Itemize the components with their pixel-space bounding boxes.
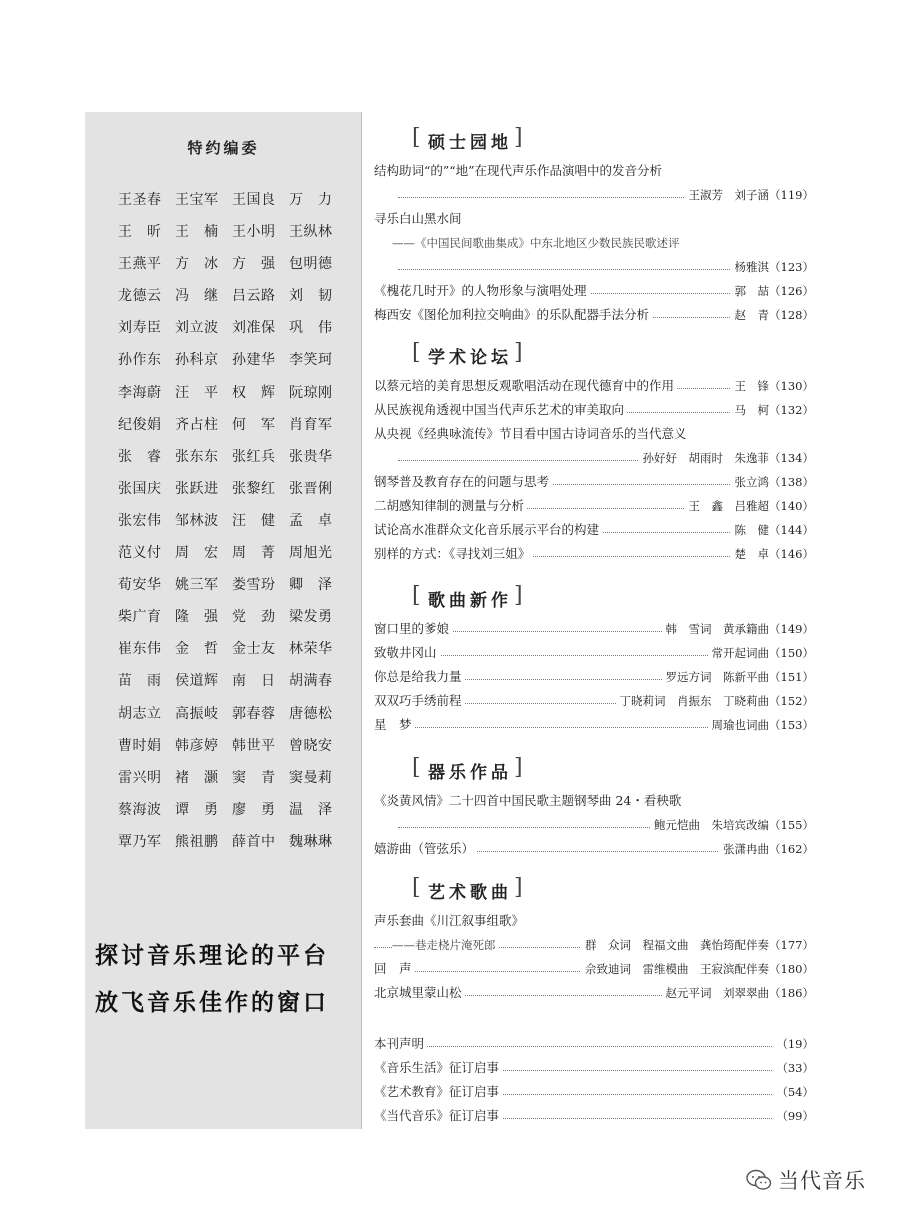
section-title: 艺术歌曲 [428,883,512,903]
editor-name: 孙科京 [175,352,219,369]
entry-title: 《艺术教育》征订启事 [374,1080,502,1104]
entry-title: 《当代音乐》征订启事 [374,1104,502,1128]
entry-title: 《槐花几时开》的人物形象与演唱处理 [374,279,590,303]
toc-entry-line [374,665,814,689]
entry-author-page: 罗远方词 陈新平曲（151） [662,665,814,689]
toc-entry-line [374,422,814,446]
editor-name: 权 辉 [232,384,276,401]
editor-name: 李笑珂 [289,352,333,369]
section-title: 硕士园地 [428,133,512,153]
entry-author-page: （99） [772,1104,814,1128]
editor-name: 孙作东 [118,352,162,369]
editor-name: 包明德 [289,256,333,273]
editor-name: 唐德松 [289,705,333,722]
dot-leader [374,1046,814,1047]
editor-name: 林荣华 [289,641,333,658]
entry-author-page: 王淑芳 刘子涵（119） [685,183,814,207]
toc-section [374,583,814,737]
editor-name: 汪 健 [232,512,276,529]
editor-name: 金 哲 [175,641,219,658]
editor-name: 张晋俐 [289,480,333,497]
entry-author-page: 张潇冉曲（162） [719,837,814,861]
section-heading [374,340,814,374]
toc-entry-line [374,303,814,327]
toc-entry-line [374,255,814,279]
entry-author-page: 赵 青（128） [731,303,814,327]
editor-name: 韩彦婷 [175,737,219,754]
toc-entry-line [374,933,814,957]
editor-name: 张跃进 [175,480,219,497]
entry-author-page: 孙好好 胡雨时 朱逸菲（134） [639,446,814,470]
toc-entry-line [374,713,814,737]
wechat-watermark [746,1163,886,1199]
entry-author-page: 周瑜也词曲（153） [708,713,814,737]
entry-author-page: 张立鸿（138） [731,470,814,494]
editor-name: 张东东 [175,448,219,465]
editor-name: 郭春蓉 [232,705,276,722]
entry-author-page: 群 众词 程福文曲 龚怡筠配伴奏（177） [581,933,814,957]
editor-name: 刘准保 [232,320,276,337]
toc-entry-line [374,542,814,566]
entry-title: 梅西安《图伦加利拉交响曲》的乐队配器手法分析 [374,303,652,327]
editor-name: 薛首中 [232,833,276,850]
entry-author-page: （19） [772,1032,814,1056]
slogan-line-2: 放飞音乐佳作的窗口 [95,989,329,1016]
entry-title: 嬉游曲（管弦乐） [374,837,477,861]
toc-entry-line [374,837,814,861]
editor-name: 刘寿臣 [118,320,162,337]
entry-title: 窗口里的爹娘 [374,617,452,641]
section-heading [374,125,814,159]
entry-title: 你总是给我力量 [374,665,465,689]
editor-name: 齐占柱 [175,416,219,433]
wechat-icon [746,1169,772,1191]
entry-author-page: 丁晓莉词 肖振东 丁晓莉曲（152） [616,689,814,713]
editor-name: 党 劲 [232,609,276,626]
bracket-left: [ [412,875,425,900]
editor-name: 王国良 [232,192,276,208]
editor-name: 张国庆 [118,480,162,497]
editor-name: 何 军 [232,416,276,433]
toc-entry-line [374,1056,814,1080]
editor-name: 王宝军 [175,192,219,208]
bracket-right: ] [514,125,527,150]
editor-name: 胡志立 [118,705,162,722]
entry-title: 从民族视角透视中国当代声乐艺术的审美取向 [374,398,627,422]
editor-name: 廖 勇 [232,801,276,818]
editor-name: 孟 卓 [289,512,333,529]
editor-name: 窦 青 [232,769,276,786]
toc-entry-line [374,207,814,231]
entry-title: 双双巧手绣前程 [374,689,465,713]
editor-name: 方 冰 [175,256,219,273]
editor-name: 周 菁 [232,545,276,562]
editor-name: 苗 雨 [118,673,162,690]
toc-entry-line [374,641,814,665]
entry-author-page: （54） [772,1080,814,1104]
editor-name: 肖育军 [289,416,333,433]
entry-author-page: 赵元平词 刘翠翠曲（186） [662,981,814,1005]
editor-name: 巩 伟 [289,320,333,337]
entry-author-page: 杨雅淇（123） [731,255,814,279]
toc-entry-line [374,183,814,207]
editor-name: 张贵华 [289,448,333,465]
entry-title: 试论高水准群众文化音乐展示平台的构建 [374,518,602,542]
bracket-left: [ [412,755,425,780]
entry-author-page: （33） [772,1056,814,1080]
toc-entry-line [374,981,814,1005]
entry-author-page: 马 柯（132） [731,398,814,422]
bracket-left: [ [412,340,425,365]
editor-name: 纪俊娟 [118,416,162,433]
editor-name: 蔡海波 [118,801,162,818]
entry-title: 二胡感知律制的测量与分析 [374,494,527,518]
editor-name: 温 泽 [289,801,333,818]
toc-entry-line [374,470,814,494]
entry-author-page: 郭 喆（126） [731,279,814,303]
entry-title: 《炎黄风情》二十四首中国民歌主题钢琴曲 24・看秧歌 [374,789,684,813]
editor-name: 汪 平 [175,384,219,401]
entry-author-page: 佘致迪词 雷维模曲 王寂滨配伴奏（180） [581,957,814,981]
editor-name: 魏琳琳 [289,833,333,850]
editor-name: 刘立波 [175,320,219,337]
editor-name: 胡满春 [289,673,333,690]
notice-list [374,1032,814,1128]
toc-entry-line [374,446,814,470]
editor-name: 王小明 [232,224,276,241]
entry-author-page: 鲍元恺曲 朱培宾改编（155） [650,813,814,837]
editor-name: 吕云路 [232,288,276,305]
entry-title: 回 声 [374,957,415,981]
editor-name: 王纵林 [289,224,333,241]
toc-entry-line [374,689,814,713]
section-heading [374,755,814,789]
toc-entry-line [374,957,814,981]
editor-name: 娄雪玢 [232,577,276,594]
entry-author-page: 楚 卓（146） [731,542,814,566]
editor-name: 孙建华 [232,352,276,369]
toc-entry-line [374,231,814,255]
entry-author-page: 王 鑫 吕雅超（140） [685,494,814,518]
editorial-sidebar [85,112,362,1129]
toc-entry-line [374,789,814,813]
editor-name: 张黎红 [232,480,276,497]
entry-title: 北京城里蒙山松 [374,981,465,1005]
entry-author-page: 常开起词曲（150） [708,641,814,665]
toc-entry-line [374,909,814,933]
section-heading [374,875,814,909]
editor-name: 侯道辉 [175,673,219,690]
toc-section [374,340,814,566]
bracket-right: ] [514,875,527,900]
entry-title: 声乐套曲《川江叙事组歌》 [374,909,527,933]
toc-section [374,755,814,861]
toc-entry-line [374,1032,814,1056]
entry-title: 《音乐生活》征订启事 [374,1056,502,1080]
toc-entry-line [374,374,814,398]
editor-name: 王 楠 [175,224,219,241]
bracket-right: ] [514,583,527,608]
editor-name: 窦曼莉 [289,769,333,786]
entry-title: 钢琴普及教育存在的问题与思考 [374,470,552,494]
editor-name: 高振岐 [175,705,219,722]
entry-subtitle: ——《中国民间歌曲集成》中东北地区少数民族民歌述评 [392,231,683,255]
entry-title: 寻乐白山黑水间 [374,207,465,231]
editor-name: 南 日 [232,673,276,690]
bracket-left: [ [412,125,425,150]
sidebar-title: 特约编委 [187,139,260,157]
editor-name: 韩世平 [232,737,276,754]
editor-name: 龙德云 [118,288,162,305]
toc-section [374,125,814,327]
section-heading [374,583,814,617]
editor-name: 邹林波 [175,512,219,529]
bracket-right: ] [514,340,527,365]
editor-name: 周 宏 [175,545,219,562]
editor-name: 曾晓安 [289,737,333,754]
editor-name: 刘 韧 [289,288,333,305]
editor-name: 张红兵 [232,448,276,465]
editor-name: 张宏伟 [118,512,162,529]
editor-name: 李海蔚 [118,384,162,401]
toc-entry-line [374,279,814,303]
slogan-line-1: 探讨音乐理论的平台 [95,942,329,969]
toc-entry-line [374,518,814,542]
editor-name: 梁发勇 [289,609,333,626]
editor-name: 雷兴明 [118,769,162,786]
editor-name: 熊祖鹏 [175,833,219,850]
column-divider [361,112,362,1129]
bracket-right: ] [514,755,527,780]
toc-entry-line [374,813,814,837]
entry-title: 结构助词“的”“地”在现代声乐作品演唱中的发音分析 [374,159,665,183]
entry-author-page: 韩 雪词 黄承籍曲（149） [662,617,814,641]
editor-name: 周旭光 [289,545,333,562]
entry-title: 从央视《经典咏流传》节目看中国古诗词音乐的当代意义 [374,422,690,446]
section-title: 歌曲新作 [428,591,512,611]
entry-title: 别样的方式：《寻找刘三姐》 [374,542,533,566]
editor-name: 荀安华 [118,577,162,594]
toc-entry-line [374,617,814,641]
editor-name: 冯 继 [175,288,219,305]
entry-author-page: 陈 健（144） [731,518,814,542]
editor-name: 万 力 [289,192,333,208]
editor-name: 阮琼刚 [289,384,333,401]
editor-name: 范义付 [118,545,162,562]
toc-section [374,875,814,1005]
wechat-account-name: 当代音乐 [778,1169,866,1193]
editor-name: 曹时娟 [118,737,162,754]
entry-title: 本刊声明 [374,1032,427,1056]
editor-name: 褚 灏 [175,769,219,786]
editor-name: 王圣春 [118,192,162,208]
editor-name: 王燕平 [118,256,162,273]
entry-title: 致敬井冈山 [374,641,440,665]
section-title: 器乐作品 [428,763,512,783]
editor-name: 张 睿 [118,448,162,465]
editor-name: 崔东伟 [118,641,162,658]
toc-entry-line [374,398,814,422]
toc-entry-line [374,159,814,183]
entry-title: 以蔡元培的美育思想反观歌唱活动在现代德育中的作用 [374,374,677,398]
editor-name: 柴广育 [118,609,162,626]
editor-name: 谭 勇 [175,801,219,818]
toc-entry-line [374,1080,814,1104]
editor-name: 覃乃军 [118,833,162,850]
entry-author-page: 王 锋（130） [731,374,814,398]
editor-name: 卿 泽 [289,577,333,594]
editor-name: 姚三军 [175,577,219,594]
editor-name: 王 昕 [118,224,162,241]
editor-name: 隆 强 [175,609,219,626]
section-title: 学术论坛 [428,348,512,368]
editor-list [118,184,348,858]
editor-name: 方 强 [232,256,276,273]
entry-title: 星 梦 [374,713,415,737]
toc-entry-line [374,1104,814,1128]
editor-name: 金士友 [232,641,276,658]
entry-subtitle: ——巷走桡片淹死郎 [392,933,499,957]
bracket-left: [ [412,583,425,608]
toc-entry-line [374,494,814,518]
